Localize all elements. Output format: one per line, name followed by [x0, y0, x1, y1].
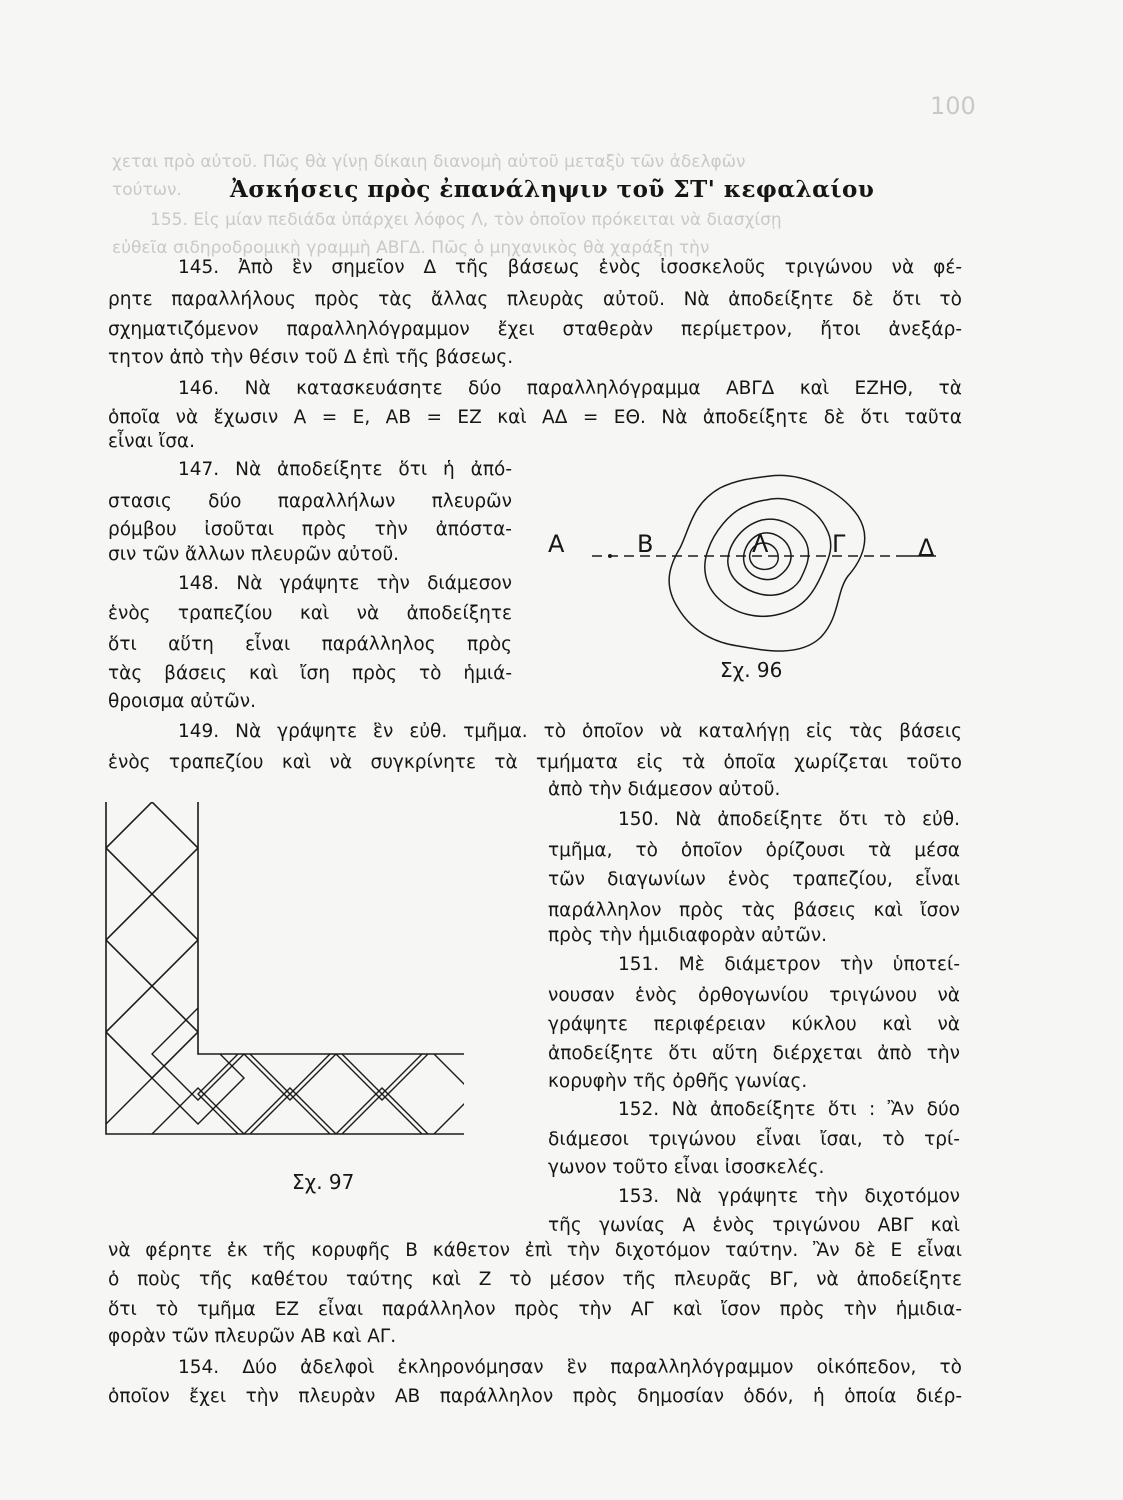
exercise-151-line: 151. Μὲ διάμετρον τὴν ὑποτεί-	[618, 954, 960, 975]
bleed-page-number: 100	[930, 92, 976, 120]
exercise-153-line: τῆς γωνίας Α ἑνὸς τριγώνου ΑΒΓ καὶ	[548, 1215, 960, 1236]
floor-tile	[290, 1048, 382, 1140]
tile-pattern	[60, 756, 474, 1180]
exercise-154-line: 154. Δύο ἀδελφοὶ ἐκληρονόμησαν ἓν παραλληλόγραμμον οἰκόπεδον, τὸ	[178, 1357, 962, 1378]
floor-outline	[106, 802, 464, 1134]
exercise-153-line: ὅτι τὸ τμῆμα ΕΖ εἶναι παράλληλον πρὸς τὴν ΑΓ καὶ ἴσον πρὸς τὴν ἡμιδια-	[108, 1299, 962, 1320]
floor-tile	[106, 894, 198, 986]
exercise-150-line: παράλληλον πρὸς τὰς βάσεις καὶ ἴσον	[548, 900, 960, 921]
exercise-152-line: 152. Νὰ ἀποδείξητε ὅτι : Ἂν δύο	[618, 1099, 960, 1120]
fig96-label-b: Β	[637, 530, 654, 558]
exercise-147-line: 147. Νὰ ἀποδείξητε ὅτι ἡ ἀπό-	[178, 459, 512, 480]
exercise-149-line: ἑνὸς τραπεζίου καὶ νὰ συγκρίνητε τὰ τμήματα εἰς τὰ ὁποῖα χωρίζεται τοῦτο	[108, 752, 962, 773]
exercise-145-line: ρητε παραλλήλους πρὸς τὰς ἄλλας πλευρὰς αὐτοῦ. Νὰ ἀποδείξητε δὲ ὅτι τὸ	[108, 289, 962, 310]
fig96-label-a: Α	[548, 530, 565, 558]
bleed-line: τούτων.	[112, 180, 182, 200]
exercise-145-line: τητον ἀπὸ τὴν θέσιν τοῦ Δ ἐπὶ τῆς βάσεως.	[108, 347, 514, 368]
exercise-149-line: ἀπὸ τὴν διάμεσον αὐτοῦ.	[548, 779, 781, 800]
fig96-label-d: Δ	[918, 534, 935, 562]
exercise-148-line: ὅτι αὕτη εἶναι παράλληλος πρὸς	[108, 634, 512, 655]
exercise-152-line: διάμεσοι τριγώνου εἶναι ἴσαι, τὸ τρί-	[548, 1129, 960, 1150]
exercise-153-line: ὁ ποὺς τῆς καθέτου ταύτης καὶ Ζ τὸ μέσον τῆς πλευρᾶς ΒΓ, νὰ ἀποδείξητε	[108, 1269, 962, 1290]
exercise-151-line: νουσαν ἑνὸς ὀρθογωνίου τριγώνου νὰ	[548, 985, 960, 1006]
exercise-148-line: ἑνὸς τραπεζίου καὶ νὰ ἀποδείξητε	[108, 603, 512, 624]
floor-tile	[106, 986, 198, 1078]
exercise-151-line: ἀποδείξητε ὅτι αὕτη διέρχεται ἀπὸ τὴν	[548, 1043, 960, 1064]
fig96-caption: Σχ. 96	[720, 658, 783, 682]
exercise-153-line: 153. Νὰ γράψητε τὴν διχοτόμον	[618, 1186, 960, 1207]
fig96-label-lambda: Λ	[752, 530, 769, 558]
exercise-154-line: ὁποῖον ἔχει τὴν πλευρὰν ΑΒ παράλληλον πρὸς δημοσίαν ὁδόν, ἡ ὁποία διέρ-	[108, 1386, 962, 1407]
exercise-145-line: 145. Ἀπὸ ἓν σημεῖον Δ τῆς βάσεως ἑνὸς ἰσοσκελοῦς τριγώνου νὰ φέ-	[178, 257, 962, 278]
page-heading: Ἀσκήσεις πρὸς ἐπανάληψιν τοῦ ΣΤ' κεφαλαίου	[230, 176, 875, 203]
floor-inner-edge	[198, 802, 464, 1054]
exercise-153-line: νὰ φέρητε ἐκ τῆς κορυφῆς Β κάθετον ἐπὶ τὴν διχοτόμον ταύτην. Ἂν δὲ Ε εἶναι	[108, 1240, 962, 1261]
exercise-147-line: σιν τῶν ἄλλων πλευρῶν αὐτοῦ.	[108, 544, 400, 565]
exercise-147-line: ρόμβου ἰσοῦται πρὸς τὴν ἀπόστα-	[108, 519, 512, 540]
bleed-line: 155. Εἰς μίαν πεδιάδα ὑπάρχει λόφος Λ, τὸν ὁποῖον πρόκειται νὰ διασχίσῃ	[150, 210, 782, 230]
exercise-153-line: φορὰν τῶν πλευρῶν ΑΒ καὶ ΑΓ.	[108, 1326, 397, 1347]
exercise-148-line: θροισμα αὐτῶν.	[108, 691, 256, 712]
contour-outer	[669, 475, 865, 651]
exercise-146-line: εἶναι ἴσα.	[108, 431, 195, 452]
exercise-149-line: 149. Νὰ γράψητε ἓν εὐθ. τμῆμα. τὸ ὁποῖον νὰ καταλήγῃ εἰς τὰς βάσεις	[178, 721, 962, 742]
exercise-147-line: στασις δύο παραλλήλων πλευρῶν	[108, 491, 512, 512]
exercise-146-line: ὁποῖα νὰ ἔχωσιν Α = Ε, ΑΒ = ΕΖ καὶ ΑΔ = ΕΘ. Νὰ ἀποδείξητε δὲ ὅτι ταῦτα	[108, 407, 962, 428]
bleed-line: χεται πρὸ αὐτοῦ. Πῶς θὰ γίνῃ δίκαιη διανομὴ αὐτοῦ μεταξὺ τῶν ἀδελφῶν	[112, 152, 746, 172]
bleed-line: εὐθεῖα σιδηροδρομικὴ γραμμὴ ΑΒΓΔ. Πῶς ὁ μηχανικὸς θὰ χαράξῃ τὴν	[112, 238, 710, 258]
exercise-150-line: τῶν διαγωνίων ἑνὸς τραπεζίου, εἶναι	[548, 869, 960, 890]
floor-tile	[198, 1048, 290, 1140]
fig97-caption: Σχ. 97	[292, 1170, 355, 1194]
exercise-146-line: 146. Νὰ κατασκευάσητε δύο παραλληλόγραμμα ΑΒΓΔ καὶ ΕΖΗΘ, τὰ	[178, 378, 962, 399]
exercise-150-line: πρὸς τὴν ἡμιδιαφορὰν αὐτῶν.	[548, 925, 827, 946]
floor-tile	[106, 802, 198, 894]
exercise-148-line: τὰς βάσεις καὶ ἴση πρὸς τὸ ἡμιά-	[108, 663, 512, 684]
point-dot	[608, 554, 612, 558]
exercise-151-line: κορυφὴν τῆς ὀρθῆς γωνίας.	[548, 1071, 808, 1092]
figure-97	[100, 800, 470, 1160]
exercise-150-line: τμῆμα, τὸ ὁποῖον ὁρίζουσι τὰ μέσα	[548, 840, 960, 861]
exercise-150-line: 150. Νὰ ἀποδείξητε ὅτι τὸ εὐθ.	[618, 809, 960, 830]
floor-tile	[382, 1048, 474, 1140]
exercise-151-line: γράψητε περιφέρειαν κύκλου καὶ νὰ	[548, 1014, 960, 1035]
fig96-label-g: Γ	[832, 530, 846, 558]
exercise-145-line: σχηματιζόμενον παραλληλόγραμμον ἔχει σταθερὰν περίμετρον, ἤτοι ἀνεξάρ-	[108, 319, 962, 340]
exercise-152-line: γωνον τοῦτο εἶναι ἰσοσκελές.	[548, 1157, 825, 1178]
exercise-148-line: 148. Νὰ γράψητε τὴν διάμεσον	[178, 573, 512, 594]
